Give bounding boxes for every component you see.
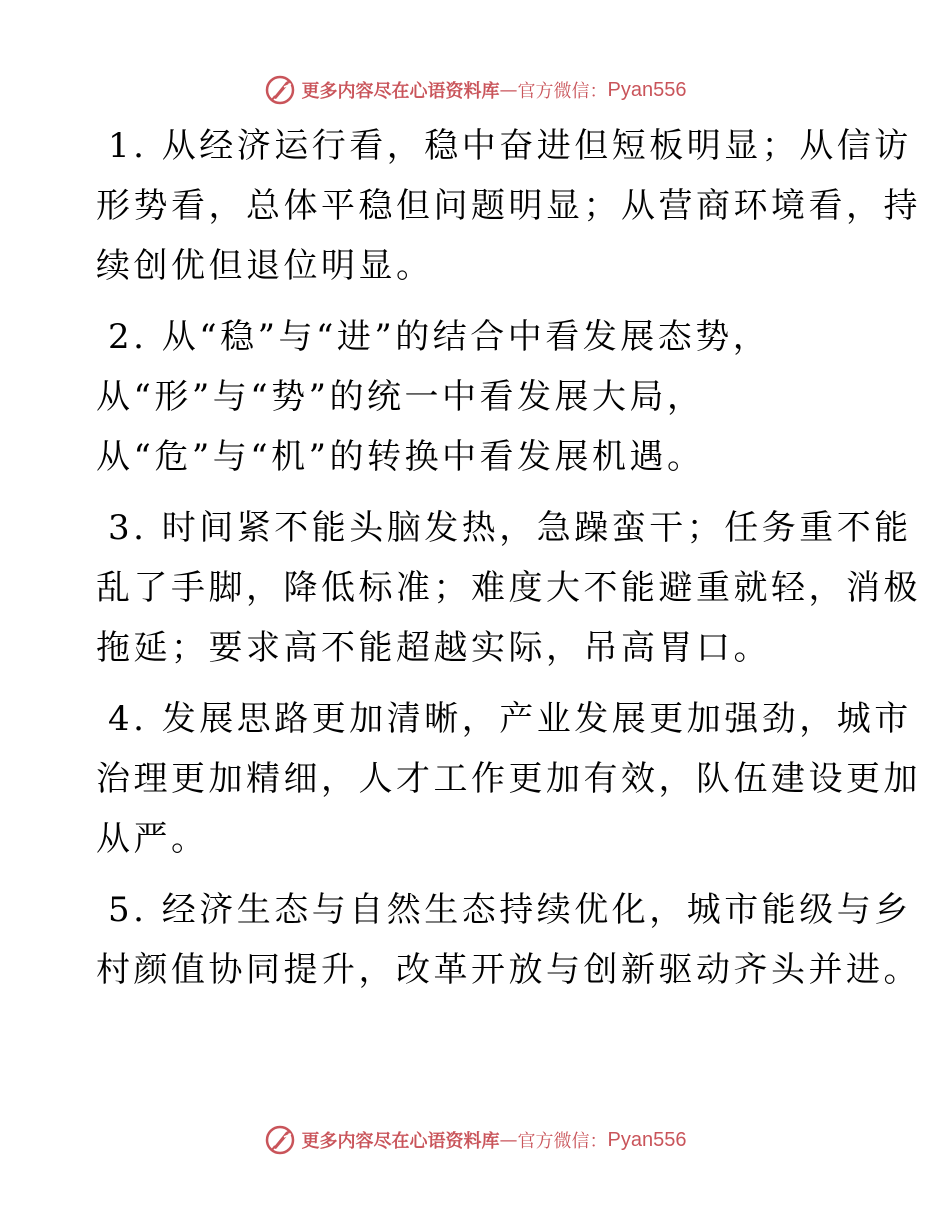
paragraph-line: 乱了手脚，降低标准；难度大不能避重就轻，消极 — [96, 568, 921, 608]
paragraph-3 — [96, 498, 921, 678]
paragraph-line: 5. 经济生态与自然生态持续优化，城市能级与乡 — [108, 890, 912, 930]
paragraph-2 — [96, 307, 856, 487]
paragraph-line: 治理更加精细，人才工作更加有效，队伍建设更加 — [96, 759, 921, 799]
paragraph-line: 4. 发展思路更加清晰，产业发展更加强劲，城市 — [108, 699, 912, 739]
document-body — [96, 116, 921, 1011]
header-watermark-banner — [0, 70, 950, 110]
header-watermark-wechat-id: Pyan556 — [607, 78, 687, 101]
paragraph-5 — [96, 880, 921, 1000]
header-watermark-content — [264, 73, 687, 107]
paragraph-line: 拖延；要求高不能超越实际，吊高胃口。 — [96, 628, 771, 668]
footer-watermark-banner — [0, 1120, 950, 1160]
footer-watermark-wechat-id: Pyan556 — [607, 1128, 687, 1151]
paragraph-line: 2. 从“稳”与“进”的结合中看发展态势， — [108, 317, 771, 357]
header-watermark-wechat-label: 官方微信： — [517, 81, 608, 102]
paragraph-line: 从严。 — [96, 819, 209, 859]
footer-watermark-wechat-label: 官方微信： — [517, 1131, 608, 1152]
paragraph-line: 村颜值协同提升，改革开放与创新驱动齐头并进。 — [96, 950, 921, 990]
header-watermark-title: 更多内容尽在心语资料库 — [301, 81, 500, 102]
paragraph-line: 从“形”与“势”的统一中看发展大局， — [96, 377, 705, 417]
quill-pen-logo-icon — [264, 73, 298, 107]
quill-pen-logo-icon — [264, 1123, 298, 1157]
paragraph-1 — [96, 116, 921, 296]
footer-watermark-content — [264, 1123, 687, 1157]
paragraph-line: 3. 时间紧不能头脑发热，急躁蛮干；任务重不能 — [108, 508, 912, 548]
paragraph-line: 续创优但退位明显。 — [96, 246, 434, 286]
paragraph-line: 从“危”与“机”的转换中看发展机遇。 — [96, 437, 705, 477]
header-watermark-dash: — — [499, 79, 518, 101]
paragraph-line: 1. 从经济运行看，稳中奋进但短板明显；从信访 — [108, 126, 912, 166]
paragraph-4 — [96, 689, 921, 869]
footer-watermark-title: 更多内容尽在心语资料库 — [301, 1131, 500, 1152]
paragraph-line: 形势看，总体平稳但问题明显；从营商环境看，持 — [96, 186, 921, 226]
footer-watermark-dash: — — [499, 1129, 518, 1151]
